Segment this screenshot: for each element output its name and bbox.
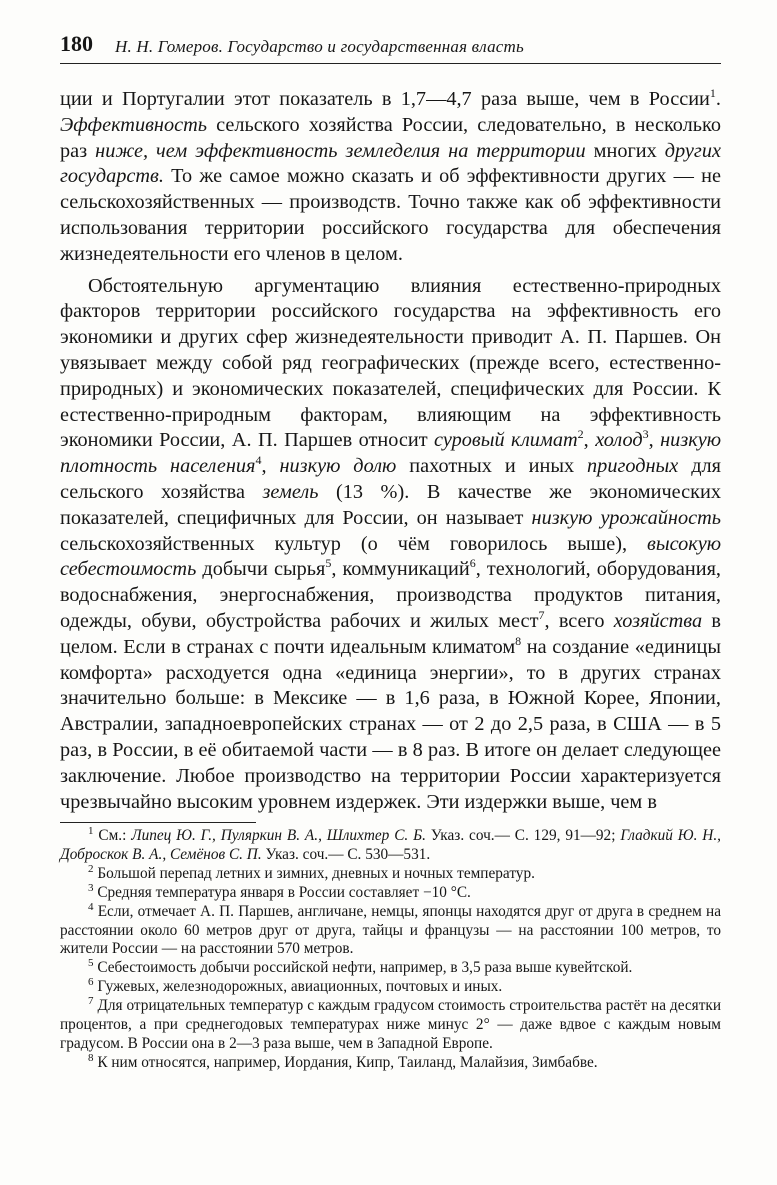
footnotes [60, 824, 721, 1073]
emphasis: низкую долю [279, 455, 397, 478]
footnote-1: $^1$ См.: Липец Ю. Г., Пуляркин В. А., Шлихтер С. Б. Указ. соч.— С. 129, 91—92; Гладкий Ю. Н., Доброскок В. А., Семёнов С. П. Указ. соч.— С. 530—531. [60, 824, 721, 863]
emphasis: низкую урожайность [531, 506, 721, 529]
footnote-ref: 8 [515, 633, 522, 648]
main-text [60, 87, 721, 815]
emphasis: других государств. [60, 139, 721, 188]
emphasis: хозяйства [613, 609, 703, 632]
emphasis: Эффективность [60, 113, 207, 136]
emphasis: ниже, чем эффективность земледелия на территории [95, 139, 586, 162]
footnote-ref: 7 [538, 608, 545, 623]
footnote-6: $^6$ Гужевых, железнодорожных, авиационных, почтовых и иных. [88, 976, 503, 996]
footnote-2: $^2$ Большой перепад летних и зимних, дневных и ночных температур. [88, 862, 535, 882]
paragraph-2: Обстоятельную аргументацию влияния естественно-природных факторов территории российского государства на эффективность его экономики и других сфер жизнедеятельности приводит А. П. Паршев. Он увязывает между собой ряд географических (прежде всего, естественно-природных) и экономических показателей, специфических для России. К естественно-природным факторам, влияющим на эффективность экономики России, А. П. Паршев относит суровый климат$^2$, холод$^3$, низкую плотность населения$^4$, низкую долю пахотных и иных пригодных для сельского хозяйства земель (13 %). В качестве же экономических показателей, специфичных для России, он называет низкую урожайность сельскохозяйственных культур (о чём говорилось выше), высокую себестоимость добычи сырья$^5$, коммуникаций$^6$, технологий, оборудования, водоснабжения, энергоснабжения, производства продуктов питания, одежды, обуви, обустройства рабочих и жилых мест$^7$, всего хозяйства в целом. Если в странах с почти идеальным климатом$^8$ на создание «единицы комфорта» расходуется одна «единица энергии», то в других странах значительно больше: в Мексике — в 1,6 раза, в Южной Корее, Японии, Австралии, западноевропейских странах — от 2 до 2,5 раза, в США — в 5 раз, в России, в её обитаемой части — в 8 раз. В итоге он делает следующее заключение. Любое производство на территории России характеризуется чрезвычайно высоким уровнем издержек. Эти издержки выше, чем в [60, 274, 722, 813]
emphasis: пригодных [587, 455, 679, 478]
footnote-4: $^4$ Если, отмечает А. П. Паршев, англичане, немцы, японцы находятся друг от друга в среднем на расстоянии около 60 метров друг от друга, тайцы и французы — на расстоянии 100 метров, то жители России — на расстоянии 570 метров. [60, 900, 721, 958]
footnote-7: $^7$ Для отрицательных температур с каждым градусом стоимость строительства растёт на десятки процентов, а при среднегодовых температурах ниже минус 2° — даже вдвое с каждым новым градусом. В России она в 2—3 раза выше, чем в Западной Европе. [60, 995, 721, 1052]
emphasis: низкую плотность населения [60, 429, 722, 478]
paragraph-1: ции и Португалии этот показатель в 1,7—4,7 раза выше, чем в России$^1$. Эффективность сельского хозяйства России, следовательно, в несколько раз ниже, чем эффективность земледелия на территории многих других государств. То же самое можно сказать и об эффективности других — не сельскохозяйственных — производств. Точно также как об эффективности использования территории российского государства для обеспечения жизнедеятельности его членов в целом. [60, 86, 721, 265]
footnote-5: $^5$ Себестоимость добычи российской нефти, например, в 3,5 раза выше кувейтской. [88, 957, 633, 977]
page-header [60, 30, 721, 64]
footnote-ref: 5 [325, 556, 332, 571]
footnote-ref: 4 [255, 453, 262, 468]
footnote-ref: 6 [469, 556, 476, 571]
footnote-ref: 2 [577, 427, 584, 442]
running-title: Н. Н. Гомеров. Государство и государственная власть [115, 37, 524, 56]
emphasis: высокую себестоимость [60, 532, 721, 581]
page-number: 180 [60, 31, 93, 56]
footnote-separator [60, 822, 256, 823]
emphasis: земель [262, 480, 319, 503]
footnote-ref: 3 [642, 427, 649, 442]
footnote-3: $^3$ Средняя температура января в России составляет −10 °С. [88, 881, 471, 901]
emphasis: холод [595, 429, 643, 452]
footnote-8: $^8$ К ним относятся, например, Иордания, Кипр, Таиланд, Малайзия, Зимбабве. [88, 1051, 598, 1071]
emphasis: суровый климат [434, 429, 578, 452]
